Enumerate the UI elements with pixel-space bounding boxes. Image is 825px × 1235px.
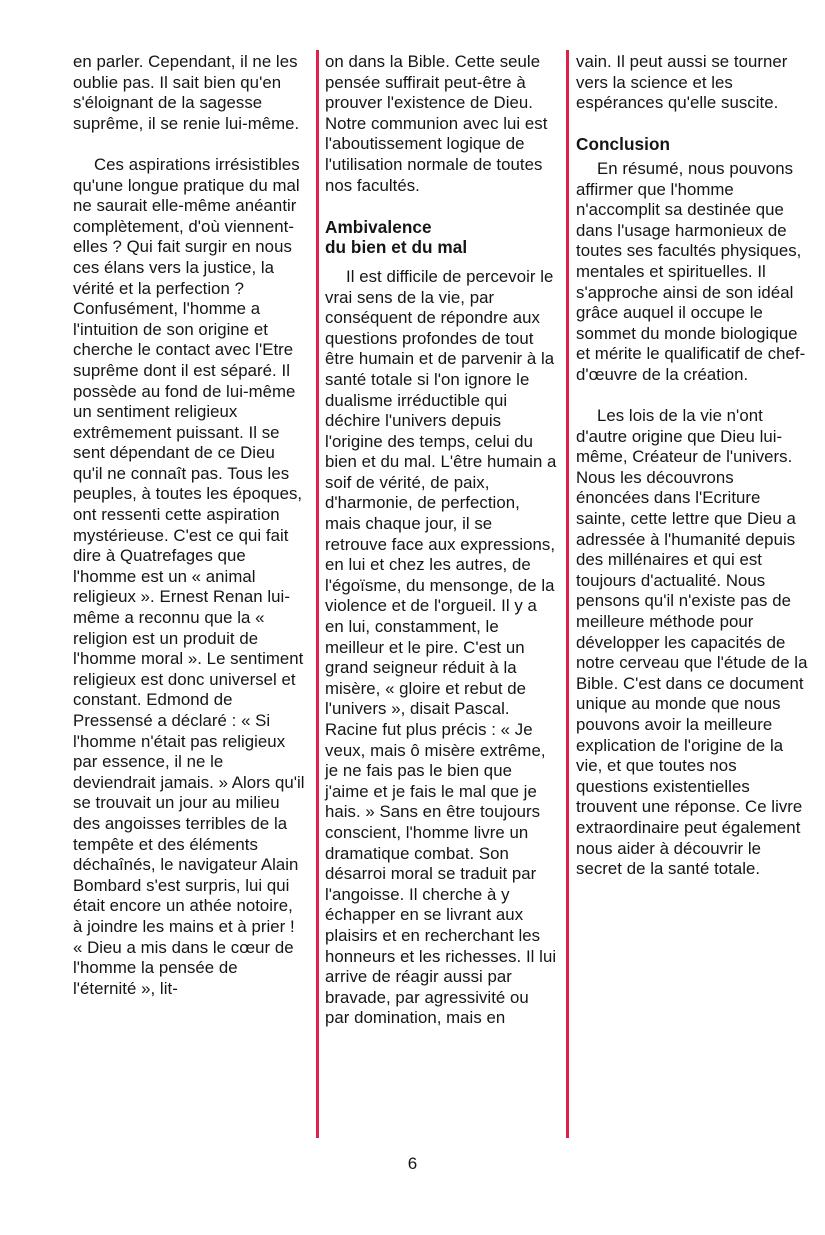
paragraph: Il est difficile de percevoir le vrai sens de la vie, par conséquent de répondre aux questions profondes de tout être humain et de parvenir à la santé totale si l'on ignore le dualisme irréductible qui déchire l'univers depuis l'origine des temps, celui du bien et du mal. L'être humain a soif de vérité, de paix, d'harmonie, de perfection, mais chaque jour, il se retrouve face aux expressions, en lui et chez les autres, de l'égoïsme, du mensonge, de la violence et de l'orgueil. Il y a en lui, constamment, le meilleur et le pire. C'est un grand seigneur réduit à la misère, « gloire et rebut de l'univers », disait Pascal. Racine fut plus précis : « Je veux, mais ô misère extrême, je ne fais pas le bien que j'aime et je fais le mal que je hais. » Sans en être toujours conscient, l'homme livre un dramatique combat. Son désarroi moral se traduit par l'angoisse. Il cherche à y échapper en se livrant aux plaisirs et en recherchant les honneurs et les richesses. Il lui arrive de réagir aussi par bravade, par agressivité ou par domination, mais en	[325, 266, 557, 1028]
heading-line: Ambivalence	[325, 216, 432, 237]
paragraph: En résumé, nous pouvons affirmer que l'homme n'accomplit sa destinée que dans l'usage harmonieux de toutes ses facultés physiques, mentales et spirituelles. Il s'approche ainsi de son idéal grâce auquel il occupe le sommet du monde biologique et mérite le qualificatif de chef-d'œuvre de la création.	[576, 158, 806, 384]
column-divider-right	[566, 50, 569, 1138]
column-divider-left	[316, 50, 319, 1138]
text-column-middle	[325, 52, 557, 1029]
paragraph: en parler. Cependant, il ne les oublie pas. Il sait bien qu'en s'éloignant de la sagesse suprême, il se renie lui-même.	[73, 52, 300, 133]
page-number: 6	[407, 1154, 418, 1173]
section-heading-ambivalence	[325, 217, 557, 258]
paragraph: Ces aspirations irrésistibles qu'une longue pratique du mal ne saurait elle-même anéantir complètement, d'où viennent-elles ? Qui fait surgir en nous ces élans vers la justice, la vérité et la perfection ? Confusément, l'homme a l'intuition de son origine et cherche le contact avec l'Etre suprême dont il est séparé. Il possède au fond de lui-même un sentiment religieux extrêmement puissant. Il se sent dépendant de ce Dieu qu'il ne connaît pas. Tous les peuples, à toutes les époques, ont ressenti cette aspiration mystérieuse. C'est ce qui fait dire à Quatrefages que l'homme est un « animal religieux ». Ernest Renan lui-même a reconnu que la « religion est un produit de l'homme moral ». Le sentiment religieux est donc universel et constant. Edmond de Pressensé a déclaré : « Si l'homme n'était pas religieux par essence, il ne le deviendrait jamais. » Alors qu'il se trouvait un jour au milieu des angoisses terribles de la tempête et des éléments déchaînés, le navigateur Alain Bombard s'est surpris, lui qui était encore un athée notoire, à joindre les mains et à prier ! « Dieu a mis dans le cœur de l'homme la pensée de l'éternité », lit-	[73, 154, 305, 998]
section-heading-conclusion: Conclusion	[576, 134, 671, 155]
heading-line: du bien et du mal	[325, 237, 468, 258]
paragraph: on dans la Bible. Cette seule pensée suffirait peut-être à prouver l'existence de Dieu. Notre communion avec lui est l'aboutissement logique de l'utilisation normale de toutes nos facultés.	[325, 52, 548, 195]
paragraph: vain. Il peut aussi se tourner vers la science et les espérances qu'elle suscite.	[576, 52, 788, 113]
paragraph: Les lois de la vie n'ont d'autre origine que Dieu lui-même, Créateur de l'univers. Nous les découvrons énoncées dans l'Ecriture sainte, cette lettre que Dieu a adressée à l'humanité depuis des millénaires et qui est toujours d'actualité. Nous pensons qu'il n'existe pas de meilleure méthode pour développer les capacités de notre cerveau que l'étude de la Bible. C'est dans ce document unique au monde que nous pouvons avoir la meilleure explication de l'origine de la vie, et que toutes nos questions existentielles trouvent une réponse. Ce livre extraordinaire peut également nous aider à découvrir le secret de la santé totale.	[576, 406, 808, 879]
text-column-left	[73, 52, 305, 999]
text-column-right	[576, 52, 808, 880]
